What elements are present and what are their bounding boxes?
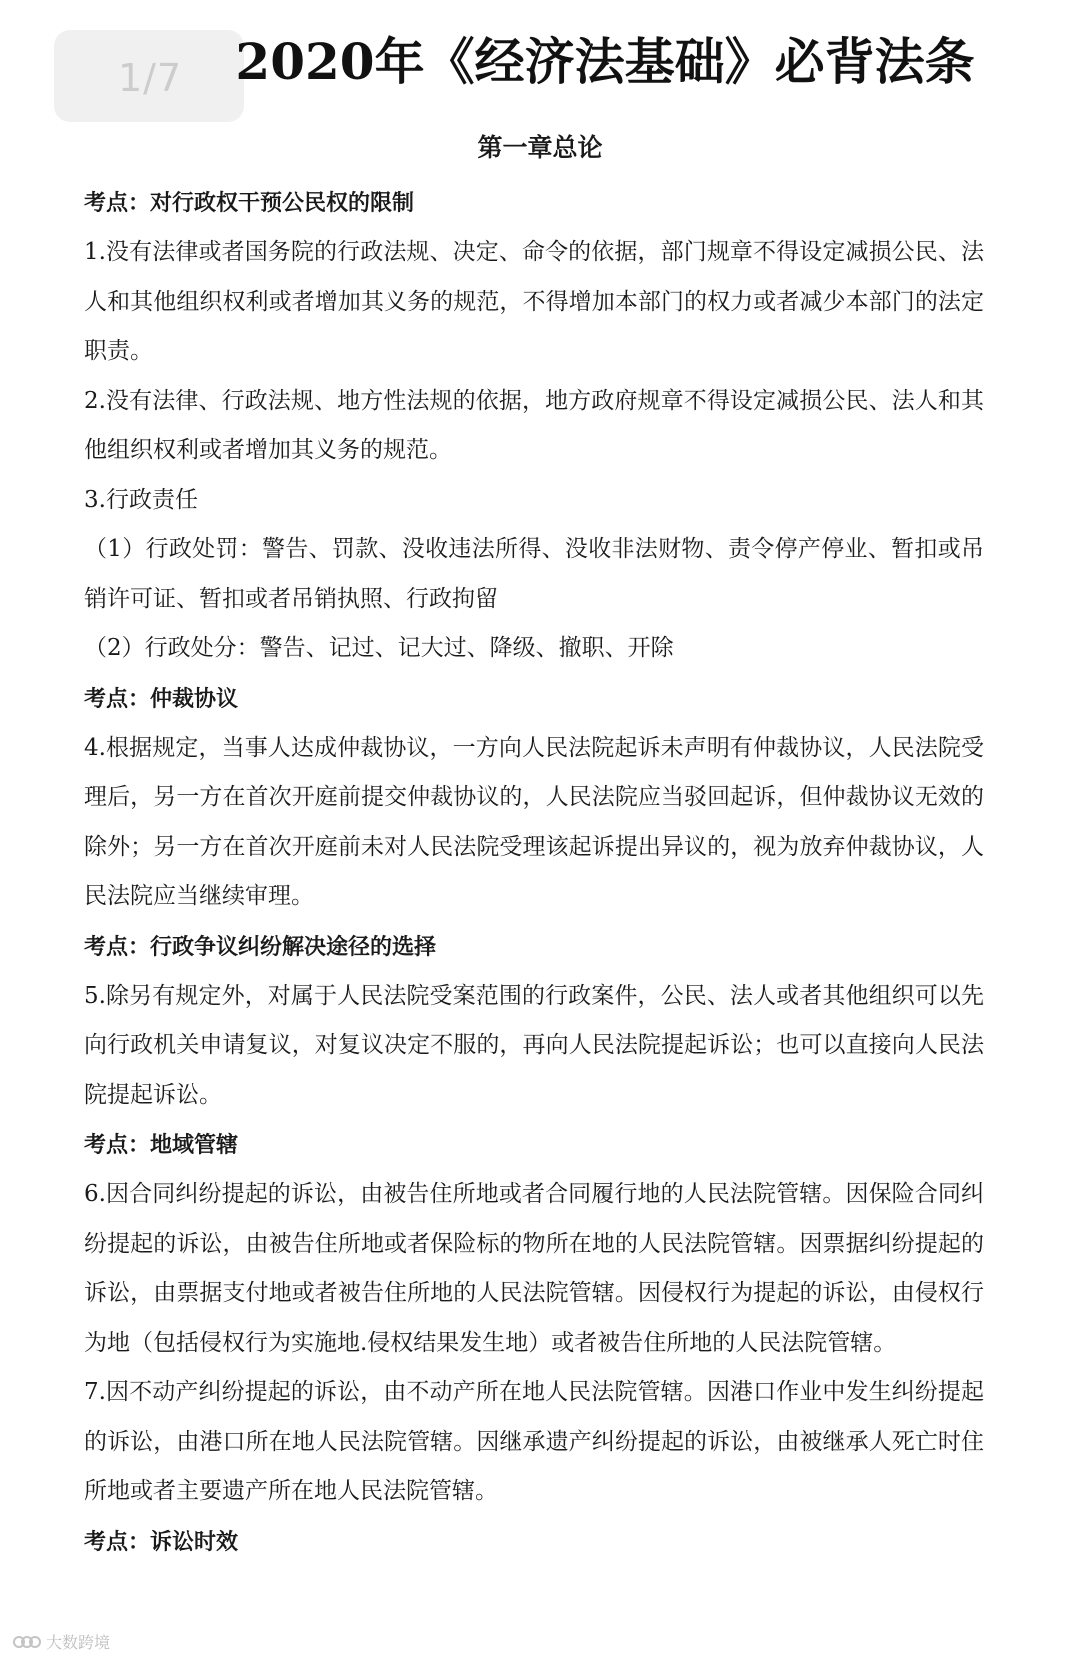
section-heading: 考点：仲裁协议 (84, 685, 239, 712)
watermark-logo-icon (12, 1632, 42, 1652)
paragraph: 2.没有法律、行政法规、地方性法规的依据，地方政府规章不得设定减损公民、法人和其他组织权利或者增加其义务的规范。 (84, 387, 984, 463)
page-indicator: 1/7 (118, 56, 183, 100)
section-heading: 考点：地域管辖 (84, 1132, 239, 1158)
document-title: 2020年《经济法基础》必背法条 (235, 32, 975, 91)
section (84, 1517, 984, 1567)
paragraph: （2）行政处分：警告、记过、记大过、降级、撤职、开除 (84, 635, 674, 661)
paragraph: 4.根据规定，当事人达成仲裁协议，一方向人民法院起诉未声明有仲裁协议，人民法院受理后，另一方在首次开庭前提交仲裁协议的，人民法院应当驳回起诉，但仲裁协议无效的除外；另一方在首次开庭前未对人民法院受理该起诉提出异议的，视为放弃仲裁协议，人民法院应当继续审理。 (84, 734, 984, 909)
paragraph: （1）行政处罚：警告、罚款、没收违法所得、没收非法财物、责令停产停业、暂扣或吊销许可证、暂扣或者吊销执照、行政拘留 (84, 536, 984, 612)
section (84, 178, 984, 674)
document-body (84, 178, 984, 1567)
paragraph: 6.因合同纠纷提起的诉讼，由被告住所地或者合同履行地的人民法院管辖。因保险合同纠纷提起的诉讼，由被告住所地或者保险标的物所在地的人民法院管辖。因票据纠纷提起的诉讼，由票据支付地或者被告住所地的人民法院管辖。因侵权行为提起的诉讼，由侵权行为地（包括侵权行为实施地.侵权结果发生地）或者被告住所地的人民法院管辖。 (84, 1181, 984, 1356)
watermark (12, 1630, 110, 1653)
section-heading: 考点：诉讼时效 (84, 1528, 239, 1555)
watermark-text: 大数跨境 (46, 1633, 111, 1652)
section (84, 1120, 984, 1517)
section (84, 922, 984, 1121)
chapter-title: 第一章总论 (477, 133, 603, 162)
paragraph: 3.行政责任 (84, 486, 198, 513)
paragraph: 1.没有法律或者国务院的行政法规、决定、命令的依据，部门规章不得设定减损公民、法人和其他组织权利或者增加其义务的规范，不得增加本部门的权力或者减少本部门的法定职责。 (84, 239, 984, 364)
section-heading: 考点：行政争议纠纷解决途径的选择 (84, 933, 437, 960)
paragraph: 5.除另有规定外，对属于人民法院受案范围的行政案件，公民、法人或者其他组织可以先向行政机关申请复议，对复议决定不服的，再向人民法院提起诉讼；也可以直接向人民法院提起诉讼。 (84, 982, 984, 1108)
section-heading: 考点：对行政权干预公民权的限制 (84, 190, 415, 216)
section (84, 674, 984, 922)
paragraph: 7.因不动产纠纷提起的诉讼，由不动产所在地人民法院管辖。因港口作业中发生纠纷提起的诉讼，由港口所在地人民法院管辖。因继承遗产纠纷提起的诉讼，由被继承人死亡时住所地或者主要遗产所在地人民法院管辖。 (84, 1379, 984, 1504)
